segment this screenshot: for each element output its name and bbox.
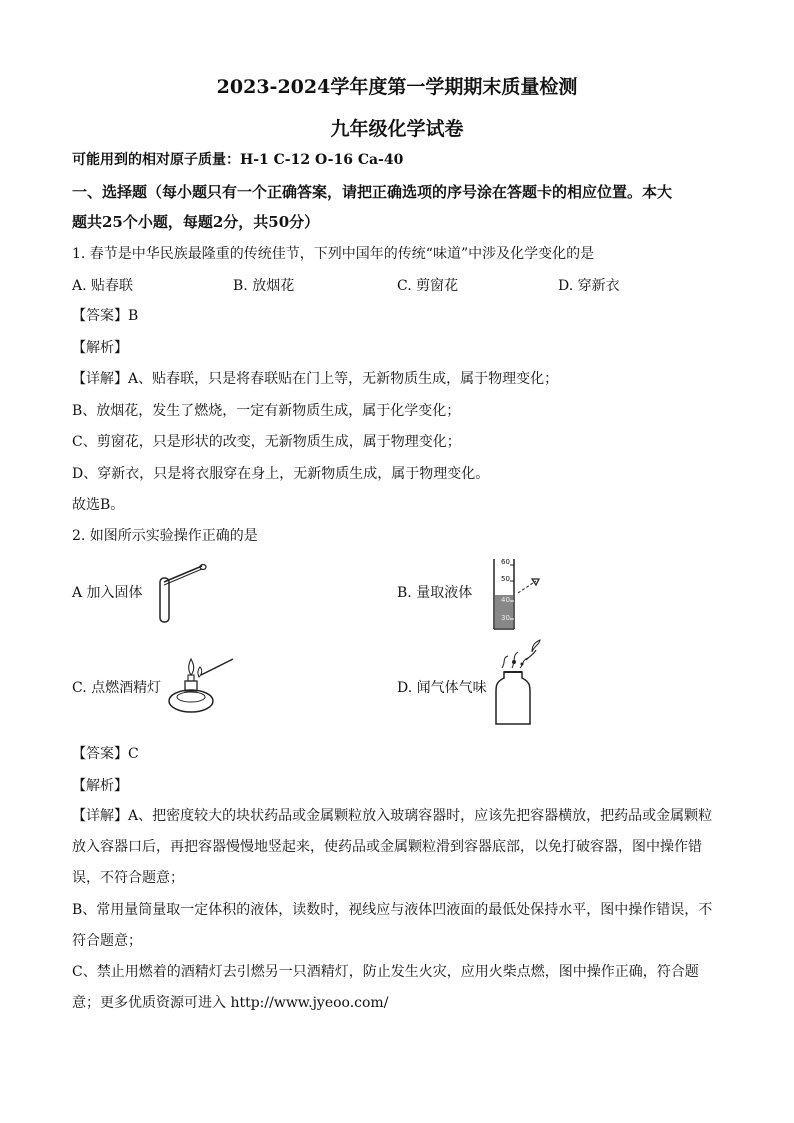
question-1-option-c: C. 剪窗花	[397, 278, 459, 294]
cylinder-tick-50: 50	[501, 575, 510, 583]
question-2-option-b: B. 量取液体	[397, 585, 473, 601]
question-2-option-c: C. 点燃酒精灯	[72, 680, 162, 696]
smell-gas-figure	[492, 638, 548, 728]
section-heading-line2: 题共25个小题，每题2分，共50分）	[72, 213, 320, 231]
question-2-detail-b: B、常用量筒量取一定体积的液体，读数时，视线应与液体凹液面的最低处保持水平，图中操作错误，不符合题意；	[72, 902, 713, 949]
question-1-option-d: D. 穿新衣	[558, 278, 620, 294]
question-2-detail-c: C、禁止用燃着的酒精灯去引燃另一只酒精灯，防止发生火灾，应用火柴点燃，图中操作正确，符合题意；更多优质资源可进入 http://www.jyeoo.com/	[72, 964, 699, 1011]
question-1-answer: 【答案】B	[72, 308, 139, 324]
question-1-option-b: B. 放烟花	[233, 278, 295, 294]
question-2-analysis-label: 【解析】	[72, 778, 128, 794]
section-heading-line1: 一、选择题（每小题只有一个正确答案，请把正确选项的序号涂在答题卡的相应位置。本大	[72, 183, 673, 201]
question-2-answer: 【答案】C	[72, 746, 139, 762]
question-2-option-d: D. 闻气体气味	[397, 680, 487, 696]
question-1-analysis-label: 【解析】	[72, 340, 128, 356]
question-2-stem: 2. 如图所示实验操作正确的是	[72, 528, 258, 544]
question-1-detail-b: B、放烟花，发生了燃烧，一定有新物质生成，属于化学变化；	[72, 403, 461, 419]
alcohol-lamp-figure	[165, 653, 237, 717]
question-1-detail-c: C、剪窗花，只是形状的改变，无新物质生成，属于物理变化；	[72, 434, 461, 450]
measuring-cylinder-figure	[486, 557, 546, 633]
question-1-stem: 1. 春节是中华民族最隆重的传统佳节，下列中国年的传统“味道”中涉及化学变化的是	[72, 246, 595, 262]
cylinder-tick-60: 60	[501, 558, 510, 566]
question-2-option-a: A 加入固体	[72, 585, 143, 601]
cylinder-tick-30: 30	[501, 614, 510, 622]
question-2-detail-a: 【详解】A、把密度较大的块状药品或金属颗粒放入玻璃容器时，应该先把容器横放，把药品或金属颗粒放入容器口后，再把容器慢慢地竖起来，使药品或金属颗粒滑到容器底部，以免打破容器，图中操作错误，不符合题意；	[72, 808, 713, 886]
add-solid-figure	[150, 560, 210, 626]
exam-title: 2023-2024学年度第一学期期末质量检测	[216, 76, 578, 98]
question-1-detail-a: 【详解】A、贴春联，只是将春联贴在门上等，无新物质生成，属于物理变化；	[72, 371, 559, 387]
cylinder-tick-40: 40	[501, 596, 510, 604]
question-1-conclusion: 故选B。	[72, 497, 125, 513]
atomic-mass-line: 可能用到的相对原子质量：H-1 C-12 O-16 Ca-40	[72, 152, 404, 168]
exam-subtitle: 九年级化学试卷	[330, 118, 464, 140]
question-1-detail-d: D、穿新衣，只是将衣服穿在身上，无新物质生成，属于物理变化。	[72, 466, 490, 482]
question-1-option-a: A. 贴春联	[72, 278, 134, 294]
